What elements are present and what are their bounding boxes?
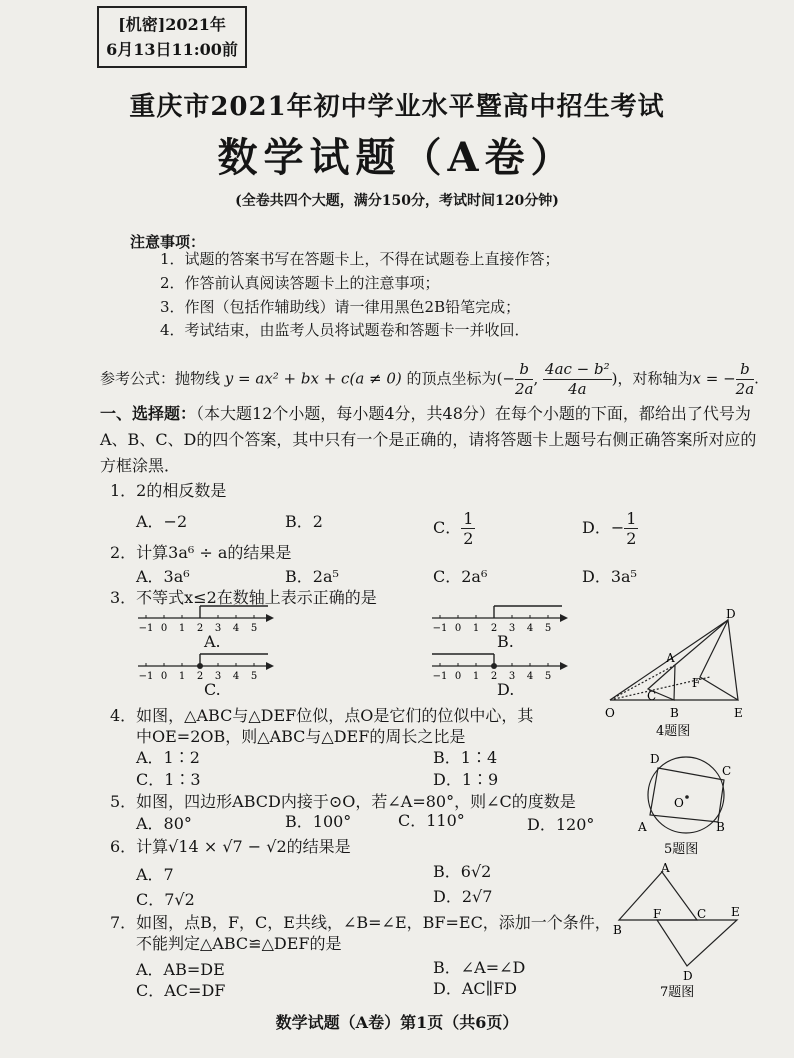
q6-option-c: C．7√2 — [136, 890, 195, 909]
paper-title: 数学试题（A卷） — [217, 134, 577, 181]
q1-stem: 1．2的相反数是 — [110, 481, 227, 500]
figure-7 — [605, 862, 755, 1002]
tick-label: 5 — [544, 671, 552, 682]
tick-label: 3 — [214, 671, 222, 682]
tick-label: 2 — [196, 671, 204, 682]
notice-item-1: 1．试题的答案书写在答题卡上，不得在试题卷上直接作答； — [160, 250, 560, 268]
q2-option-b: B．2a⁵ — [285, 567, 339, 586]
q5-stem: 5．如图，四边形ABCD内接于⊙O，若∠A=80°，则∠C的度数是 — [110, 792, 576, 811]
figure-5 — [630, 745, 740, 855]
q5-option-a: A．80° — [136, 814, 192, 833]
notice-item-2: 2．作答前认真阅读答题卡上的注意事项； — [160, 274, 440, 292]
exam-info: (全卷共四个大题，满分150分，考试时间120分钟) — [235, 193, 559, 209]
center-dot — [685, 795, 689, 799]
arrow-icon — [266, 662, 274, 670]
parabola-equation: y = ax² + bx + c(a ≠ 0) — [224, 369, 402, 388]
q7-option-c: C．AC=DF — [136, 981, 226, 1000]
q6-stem: 6．计算√14 × √7 − √2的结果是 — [110, 837, 351, 856]
tick-label: 5 — [544, 623, 552, 634]
vertex-y-fraction — [543, 360, 612, 399]
section-1-text: （本大题12个小题，每小题4分，共48分）在每个小题的下面，都给出了代号为A、B、C、D的四个答案，其中只有一个是正确的，请将答题卡上题号右侧正确答案所对应的方框涂黑． — [100, 404, 757, 475]
q4-option-b: B．1∶4 — [433, 748, 498, 767]
q4-stem-line-2: 中OE=2OB，则△ABC与△DEF的周长之比是 — [136, 727, 466, 746]
label-c: C — [697, 907, 707, 921]
tick-label: −1 — [138, 623, 154, 634]
label-b: B — [716, 820, 725, 834]
vertex-y-num: 4ac − b² — [545, 360, 610, 378]
q2-option-a: A．3a⁶ — [136, 567, 190, 586]
label-e: E — [734, 706, 743, 720]
tick-label: 2 — [490, 623, 498, 634]
notice-heading: 注意事项： — [130, 233, 206, 251]
q3-option-b: B. — [497, 632, 514, 651]
tick-label: 3 — [214, 623, 222, 634]
arrow-icon — [560, 614, 568, 622]
tick-label: 2 — [196, 623, 204, 634]
q1-c-num: 1 — [463, 509, 474, 528]
confidential-stamp — [97, 6, 247, 68]
figure-4-caption: 4题图 — [656, 724, 691, 739]
secret-line-2: 6月13日11:00前 — [106, 40, 238, 59]
notice-item-3: 3．作图（包括作辅助线）请一律用黑色2B铅笔完成； — [160, 298, 521, 316]
q6-option-b: B．6√2 — [433, 862, 492, 881]
tick-label: 4 — [526, 671, 534, 682]
label-f: F — [653, 907, 662, 921]
vertex-text: 的顶点坐标为 — [406, 369, 497, 388]
label-d: D — [650, 752, 660, 766]
q3-option-c: C. — [204, 680, 221, 699]
arrow-icon — [560, 662, 568, 670]
q4-option-c: C．1∶3 — [136, 770, 201, 789]
axis-num: b — [736, 360, 755, 380]
quadrilateral-abcd — [650, 768, 724, 822]
label-a: A — [638, 820, 647, 834]
tick-label: 4 — [232, 623, 240, 634]
page-footer: 数学试题（A卷）第1页（共6页） — [275, 1013, 519, 1032]
tick-label: 0 — [160, 671, 168, 682]
q5-option-d: D．120° — [527, 815, 595, 834]
q7-option-b: B．∠A=∠D — [433, 958, 526, 977]
q5-option-c: C．110° — [398, 811, 465, 830]
label-b: B — [613, 923, 622, 937]
triangle-def — [700, 620, 738, 700]
label-c: C — [722, 764, 732, 778]
notice-item-4: 4．考试结束，由监考人员将试题卷和答题卡一并收回． — [160, 321, 530, 339]
axis-text: ，对称轴为 — [617, 369, 693, 388]
q2-option-c: C．2a⁶ — [433, 567, 488, 586]
q3-option-a: A. — [204, 632, 221, 651]
vertex-y-den: 4a — [568, 380, 587, 398]
tick-label: 1 — [472, 671, 480, 682]
reference-formula: 参考公式：抛物线 y = ax² + bx + c(a ≠ 0) 的顶点坐标为(− $\frac{b}{2a}$ , $\frac{\text{4ac − b²}}{4a}$ )，对称轴为x = − $\frac{b}{2a}$ . — [100, 360, 759, 398]
q2-stem: 2．计算3a⁶ ÷ a的结果是 — [110, 543, 292, 562]
q7-option-d: D．AC∥FD — [433, 979, 517, 998]
q1-c-den: 2 — [463, 529, 474, 548]
label-a: A — [666, 651, 675, 665]
line-oa — [610, 665, 675, 700]
q5-option-b: B．100° — [285, 812, 352, 831]
tick-label: 4 — [526, 623, 534, 634]
vertex-x-num: b — [515, 360, 534, 380]
q1-option-b: B．2 — [285, 512, 323, 531]
tick-label: 3 — [508, 623, 516, 634]
label-b: B — [670, 706, 679, 720]
tick-label: 1 — [178, 623, 186, 634]
secret-line-1: [机密]2021年 — [118, 15, 226, 34]
tick-label: 0 — [160, 623, 168, 634]
label-o: O — [605, 706, 615, 720]
q4-option-d: D．1∶9 — [433, 770, 499, 789]
q2-option-d: D．3a⁵ — [582, 567, 637, 586]
tick-label: −1 — [432, 671, 448, 682]
q7-stem-line-2: 不能判定△ABC≌△DEF的是 — [136, 934, 342, 953]
vertex-x-den: 2a — [514, 380, 534, 398]
tick-label: 0 — [454, 671, 462, 682]
tick-label: 2 — [490, 671, 498, 682]
exam-title: 重庆市2021年初中学业水平暨高中招生考试 — [129, 92, 665, 122]
triangle-def — [657, 920, 737, 966]
section-1-intro — [100, 401, 760, 479]
label-o: O — [674, 796, 684, 810]
q4-stem-line-1: 4．如图，△ABC与△DEF位似，点O是它们的位似中心，其 — [110, 706, 534, 725]
q3-stem: 3．不等式x≤2在数轴上表示正确的是 — [110, 588, 377, 607]
figure-4 — [600, 605, 760, 740]
label-a: A — [661, 862, 670, 875]
q7-stem-line-1: 7．如图，点B，F，C，E共线，∠B=∠E，BF=EC，添加一个条件， — [110, 913, 611, 932]
q3-option-d: D. — [497, 680, 515, 699]
q6-option-a: A．7 — [136, 865, 174, 884]
tick-label: 1 — [178, 671, 186, 682]
vertex-x-fraction — [515, 360, 534, 399]
tick-label: −1 — [138, 671, 154, 682]
q1-d-den: 2 — [626, 529, 637, 548]
q1-option-c — [433, 509, 475, 548]
label-f: F — [692, 676, 701, 690]
q1-option-d-label: D．− — [582, 518, 625, 537]
q1-option-a: A．−2 — [136, 512, 188, 531]
label-c: C — [647, 689, 657, 703]
tick-label: 5 — [250, 623, 258, 634]
tick-label: 1 — [472, 623, 480, 634]
section-1-label: 一、选择题： — [100, 404, 197, 423]
q6-option-d: D．2√7 — [433, 887, 493, 906]
axis-den: 2a — [735, 380, 755, 398]
q7-option-a: A．AB=DE — [136, 960, 225, 979]
line-ad — [675, 620, 728, 665]
tick-label: 3 — [508, 671, 516, 682]
q1-option-c-label: C． — [433, 518, 462, 537]
axis-fraction — [736, 360, 755, 399]
q1-option-d — [582, 509, 638, 548]
axis-lhs: x = − — [692, 369, 736, 388]
tick-label: 0 — [454, 623, 462, 634]
q4-option-a: A．1∶2 — [136, 748, 200, 767]
label-e: E — [731, 905, 740, 919]
figure-5-caption: 5题图 — [664, 842, 699, 855]
q1-d-num: 1 — [626, 509, 637, 528]
tick-label: −1 — [432, 623, 448, 634]
tick-label: 4 — [232, 671, 240, 682]
formula-prefix: 参考公式：抛物线 — [100, 369, 221, 388]
tick-label: 5 — [250, 671, 258, 682]
arrow-icon — [266, 614, 274, 622]
figure-7-caption: 7题图 — [660, 985, 695, 1000]
label-d: D — [726, 607, 736, 621]
label-d: D — [683, 969, 693, 983]
